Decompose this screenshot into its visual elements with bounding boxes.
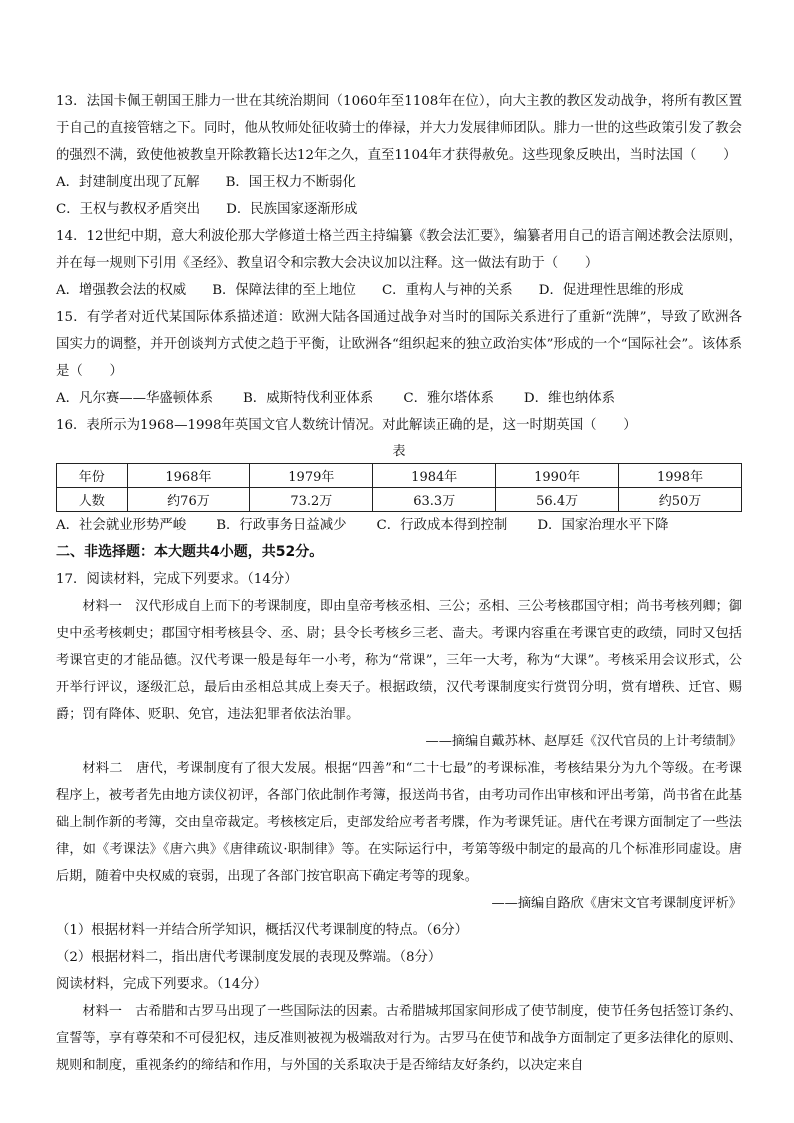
table-row-count bbox=[57, 488, 742, 512]
q14-option-d: D．促进理性思维的形成 bbox=[538, 283, 684, 298]
q17-sub-question-1: （1）根据材料一并结合所学知识，概括汉代考课制度的特点。（6分） bbox=[56, 923, 469, 938]
q17-source-2: ——摘编自路欣《唐宋文官考课制度评析》 bbox=[491, 896, 742, 911]
q14-options bbox=[56, 277, 742, 304]
table-cell: 56.4万 bbox=[496, 488, 619, 512]
civil-servant-table bbox=[56, 463, 742, 512]
q15-option-c: C．雅尔塔体系 bbox=[403, 391, 494, 406]
q17-material-2: 材料二 唐代，考课制度有了很大发展。根据“四善”和“二十七最”的考课标准，考核结果分为九个等级。在考课程序上，被考者先由地方读仪初评，各部门依此制作考簿，报送尚书省，由考功司作出审核和评出考第，尚书省在此基础上制作新的考簿，交由皇帝裁定。考核核定后，吏部发给应考者考牒，作为考课凭证。唐代在考课方面制定了一些法律，如《考课法》《唐六典》《唐律疏议·职制律》等。在实际运行中，考第等级中制定的最高的几个标准形同虚设。唐后期，随着中央权威的衰弱，出现了各部门按官职高下确定考等的现象。 bbox=[56, 761, 742, 884]
q13-option-a: A．封建制度出现了瓦解 bbox=[56, 175, 200, 190]
table-cell: 约76万 bbox=[127, 488, 250, 512]
q15-option-d: D．维也纳体系 bbox=[523, 391, 616, 406]
q15-options bbox=[56, 385, 742, 412]
table-cell: 1984年 bbox=[373, 464, 496, 488]
q14-option-b: B．保障法律的至上地位 bbox=[212, 283, 356, 298]
table-cell: 年份 bbox=[57, 464, 128, 488]
q17-material-1: 材料一 汉代形成自上而下的考课制度，即由皇帝考核丞相、三公；丞相、三公考核郡国守相；尚书考核列卿；御史中丞考核刺史；郡国守相考核县令、丞、尉；县令长考核乡三老、啬夫。考课内容重在考课官吏的政绩，同时又包括考课官吏的才能品德。汉代考课一般是每年一小考，称为“常课”，三年一大考，称为“大课”。考核采用会议形式，公开举行评议，逐级汇总，最后由丞相总其成上奏天子。根据政绩，汉代考课制度实行赏罚分明，赏有增秩、迁官、赐爵；罚有降体、贬职、免官，违法犯罪者依法治罪。 bbox=[56, 599, 742, 722]
table-cell: 1979年 bbox=[250, 464, 373, 488]
q16-options bbox=[56, 512, 742, 539]
q16-option-b: B．行政事务日益减少 bbox=[216, 518, 347, 533]
q14-option-a: A．增强教会法的权威 bbox=[56, 283, 187, 298]
q17-stem: 17．阅读材料，完成下列要求。（14分） bbox=[56, 572, 298, 587]
q18-stem: 阅读材料，完成下列要求。（14分） bbox=[56, 977, 268, 992]
q13-option-d: D．民族国家逐渐形成 bbox=[226, 202, 358, 217]
table-cell: 1998年 bbox=[619, 464, 742, 488]
q13-option-c: C．王权与教权矛盾突出 bbox=[56, 202, 201, 217]
q17-sub-question-2: （2）根据材料二，指出唐代考课制度发展的表现及弊端。（8分） bbox=[56, 950, 442, 965]
section-title: 二、非选择题：本大题共4小题，共52分。 bbox=[56, 544, 324, 560]
q16-option-d: D．国家治理水平下降 bbox=[537, 518, 669, 533]
exam-page bbox=[56, 88, 742, 1079]
q13-stem: 13．法国卡佩王朝国王腓力一世在其统治期间（1060年至1108年在位），向大主教的教区发动战争，将所有教区置于自己的直接管辖之下。同时，他从牧师处征收骑士的俸禄，并大力发展律师团队。腓力一世的这些政策引发了教会的强烈不满，致使他被教皇开除教籍长达12年之久，直至1104年才获得赦免。这些现象反映出，当时法国（ ） bbox=[56, 94, 742, 163]
table-cell: 1968年 bbox=[127, 464, 250, 488]
q16-stem: 16．表所示为1968—1998年英国文官人数统计情况。对此解读正确的是，这一时期英国（ ） bbox=[56, 418, 637, 433]
table-cell: 63.3万 bbox=[373, 488, 496, 512]
q15-option-a: A．凡尔赛——华盛顿体系 bbox=[56, 391, 213, 406]
q17-source-1: ——摘编自戴苏林、赵厚廷《汉代官员的上计考绩制》 bbox=[425, 734, 742, 749]
q18-material-1: 材料一 古希腊和古罗马出现了一些国际法的因素。古希腊城邦国家间形成了使节制度，使节任务包括签订条约、宣誓等，享有尊荣和不可侵犯权，违反准则被视为极端敌对行为。古罗马在使节和战争方面制定了更多法律化的原则、规则和制度，重视条约的缔结和作用，与外国的关系取决于是否缔结友好条约，以决定来自 bbox=[56, 1004, 742, 1073]
q16-option-a: A．社会就业形势严峻 bbox=[56, 518, 187, 533]
table-cell: 1990年 bbox=[496, 464, 619, 488]
q13-options-row2 bbox=[56, 196, 742, 223]
q15-option-b: B．威斯特伐利亚体系 bbox=[242, 391, 374, 406]
table-cell: 人数 bbox=[57, 488, 128, 512]
q16-option-c: C．行政成本得到控制 bbox=[376, 518, 508, 533]
table-row-year bbox=[57, 464, 742, 488]
table-caption: 表 bbox=[392, 444, 406, 459]
q15-stem: 15．有学者对近代某国际体系描述道：欧洲大陆各国通过战争对当时的国际关系进行了重新“洗牌”，导致了欧洲各国实力的调整，并开创谈判方式使之趋于平衡，让欧洲各“组织起来的独立政治实体”形成的一个“国际社会”。该体系是（ ） bbox=[56, 310, 742, 379]
q14-stem: 14．12世纪中期，意大利波伦那大学修道士格兰西主持编纂《教会法汇要》，编纂者用自己的语言阐述教会法原则，并在每一规则下引用《圣经》、教皇诏令和宗教大会决议加以注释。这一做法有助于（ ） bbox=[56, 229, 742, 271]
table-cell: 73.2万 bbox=[250, 488, 373, 512]
q13-options-row1 bbox=[56, 169, 742, 196]
q14-option-c: C．重构人与神的关系 bbox=[381, 283, 513, 298]
table-cell: 约50万 bbox=[619, 488, 742, 512]
q13-option-b: B．国王权力不断弱化 bbox=[225, 175, 356, 190]
